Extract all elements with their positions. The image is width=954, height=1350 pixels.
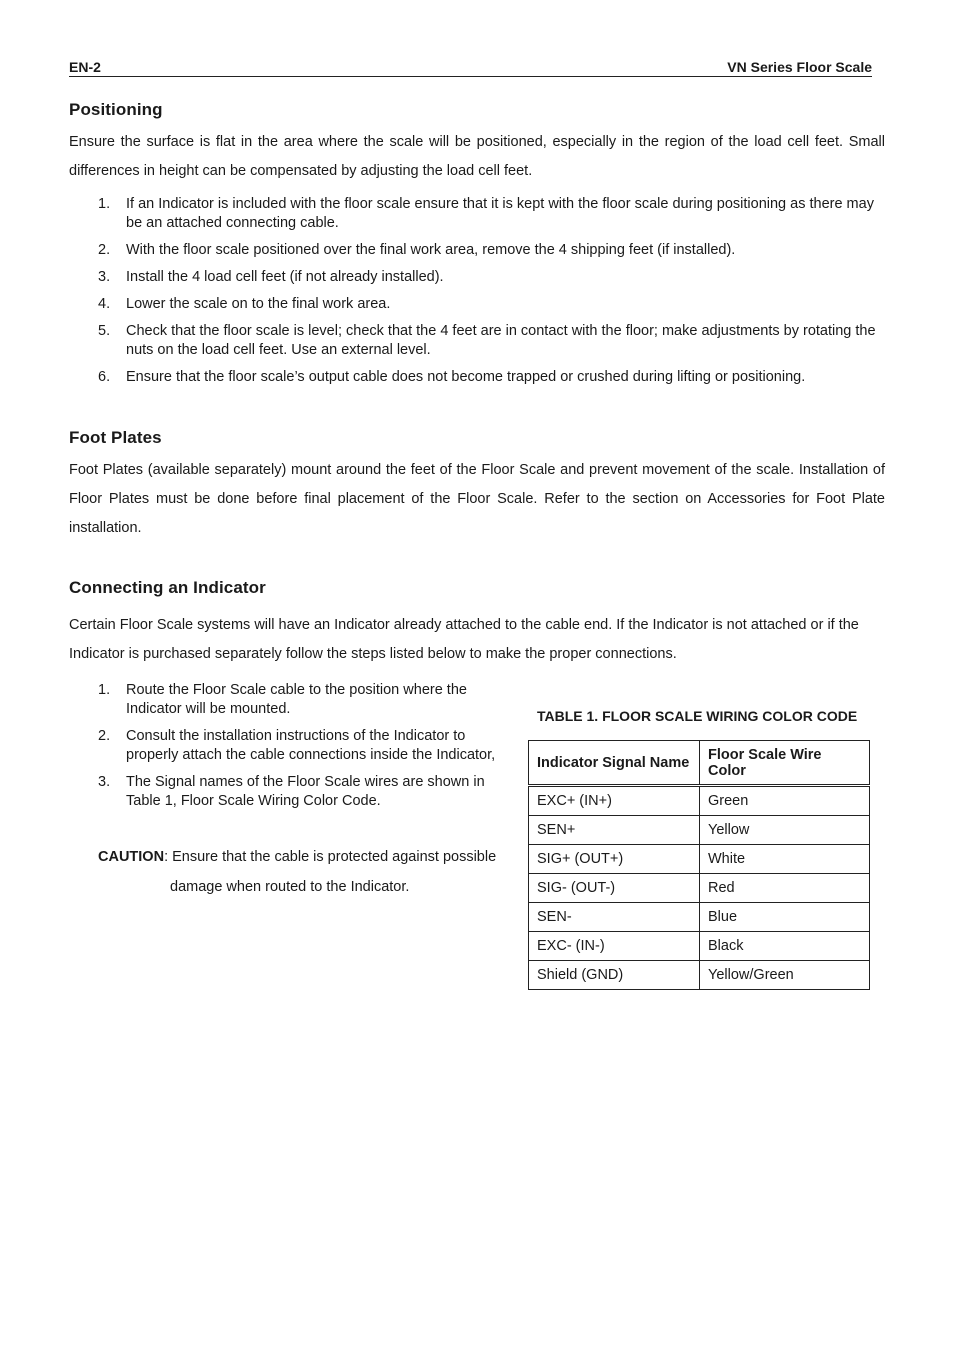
table-row	[529, 874, 870, 903]
table-row	[529, 961, 870, 990]
caution-text-continued: damage when routed to the Indicator.	[170, 879, 410, 895]
table-caption: TABLE 1. FLOOR SCALE WIRING COLOR CODE	[537, 708, 858, 724]
connecting-heading: Connecting an Indicator	[69, 578, 266, 597]
column-header-wire-color: Floor Scale Wire Color	[700, 741, 870, 786]
connecting-steps	[69, 681, 504, 819]
list-item: 1. Route the Floor Scale cable to the position where the Indicator will be mounted.	[98, 682, 467, 717]
color-cell: Yellow	[700, 816, 870, 845]
page-number: EN-2	[69, 59, 101, 75]
color-cell: Yellow/Green	[700, 961, 870, 990]
list-item: 3. Install the 4 load cell feet (if not already installed).	[98, 269, 444, 285]
positioning-heading: Positioning	[69, 100, 163, 119]
list-item: 2. Consult the installation instructions of the Indicator to properly attach the cable connections inside the Indicator,	[98, 728, 496, 763]
signal-cell: SIG- (OUT-)	[529, 874, 700, 903]
color-cell: Red	[700, 874, 870, 903]
caution-label: CAUTION	[98, 849, 165, 865]
color-cell: Blue	[700, 903, 870, 932]
signal-cell: SEN-	[529, 903, 700, 932]
connecting-intro: Certain Floor Scale systems will have an Indicator already attached to the cable end. If the Indicator is not attached or if the Indicator is purchased separately follow the steps listed below to make the proper connections.	[69, 617, 859, 662]
list-item: 1. If an Indicator is included with the floor scale ensure that it is kept with the floor scale during positioning as there may be an attached connecting cable.	[98, 196, 874, 231]
signal-cell: EXC- (IN-)	[529, 932, 700, 961]
signal-cell: SEN+	[529, 816, 700, 845]
foot-plates-text: Foot Plates (available separately) mount around the feet of the Floor Scale and prevent movement of the scale. Installation of Floor Plates must be done before final placement of the Floor Scale. Refer to the section on Accessories for Foot Plate installation.	[69, 462, 885, 536]
foot-plates-heading: Foot Plates	[69, 428, 162, 447]
wiring-color-table	[528, 740, 870, 990]
list-item: 6. Ensure that the floor scale’s output cable does not become trapped or crushed during lifting or positioning.	[98, 369, 806, 385]
signal-cell: Shield (GND)	[529, 961, 700, 990]
caution-text: : Ensure that the cable is protected against possible	[164, 849, 497, 865]
list-item: 5. Check that the floor scale is level; check that the 4 feet are in contact with the floor; make adjustments by rotating the nuts on the load cell feet. Use an external level.	[98, 323, 876, 358]
table-row	[529, 786, 870, 816]
document-title: VN Series Floor Scale	[727, 59, 872, 75]
list-item: 4. Lower the scale on to the final work area.	[98, 296, 391, 312]
color-cell: Green	[700, 786, 870, 816]
signal-cell: SIG+ (OUT+)	[529, 845, 700, 874]
page-header	[69, 58, 872, 77]
list-item: 2. With the floor scale positioned over the final work area, remove the 4 shipping feet (if installed).	[98, 242, 736, 258]
table-row	[529, 932, 870, 961]
table-row	[529, 845, 870, 874]
positioning-intro: Ensure the surface is flat in the area where the scale will be positioned, especially in the region of the load cell feet. Small differences in height can be compensated by adjusting the load cell feet.	[69, 134, 885, 179]
color-cell: Black	[700, 932, 870, 961]
table-header-row	[529, 741, 870, 786]
positioning-steps	[69, 195, 879, 395]
caution-note	[98, 842, 498, 902]
color-cell: White	[700, 845, 870, 874]
list-item: 3. The Signal names of the Floor Scale wires are shown in Table 1, Floor Scale Wiring Color Code.	[98, 774, 485, 809]
table-row	[529, 816, 870, 845]
table-row	[529, 903, 870, 932]
column-header-signal: Indicator Signal Name	[529, 741, 700, 786]
signal-cell: EXC+ (IN+)	[529, 786, 700, 816]
